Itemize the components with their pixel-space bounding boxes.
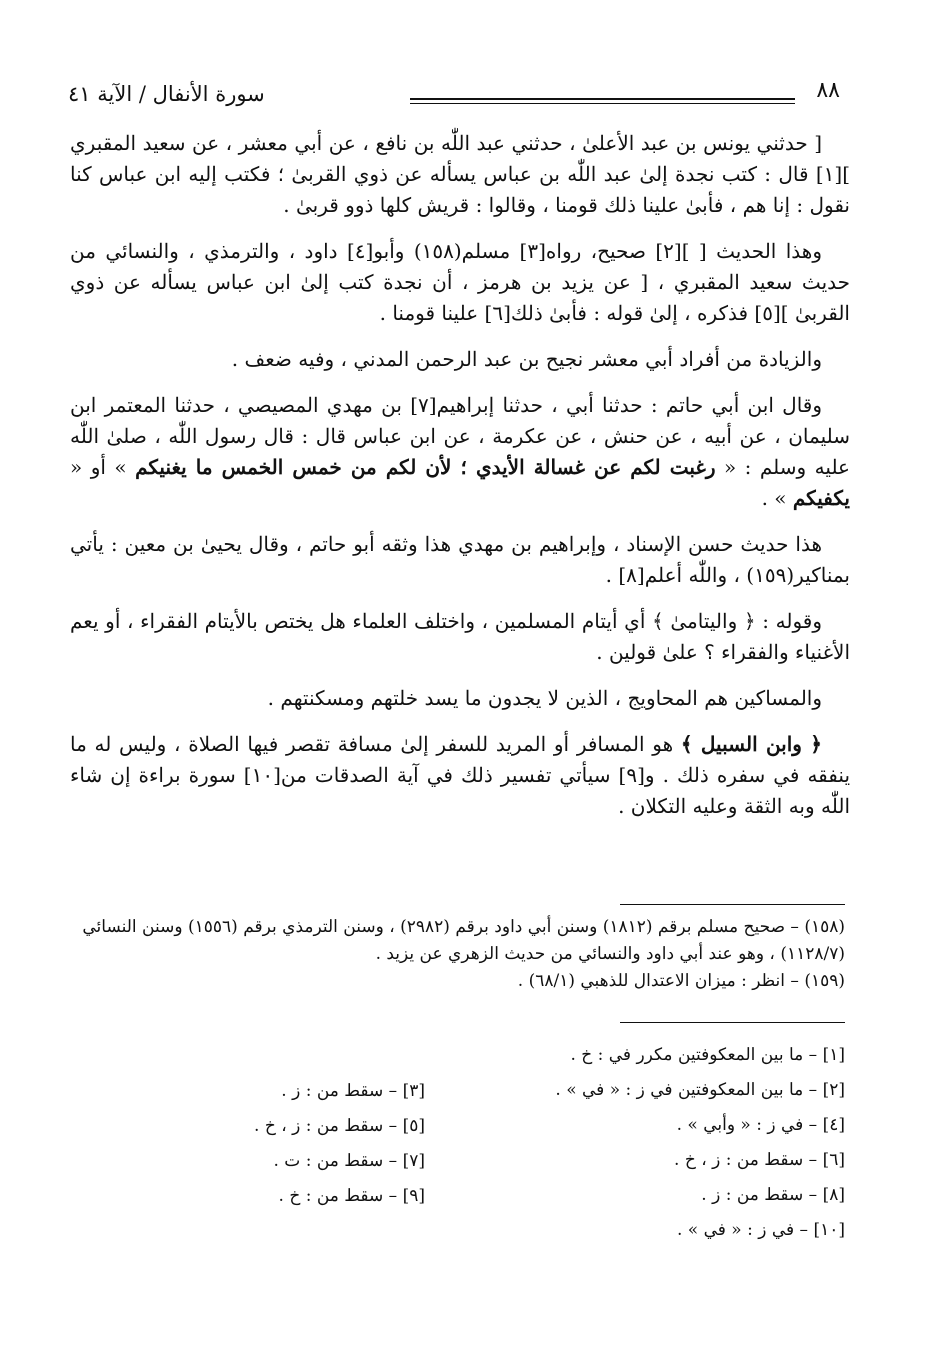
variant-note: [٤] – في ز : « وأبي » . [676,1115,845,1135]
variant-note: [٨] – سقط من : ز . [701,1185,845,1205]
paragraph-orphans: وقوله : ﴿ واليتامىٰ ﴾ أي أيتام المسلمين ، واختلف العلماء هل يختص بالأيتام الفقراء ، أو يعم الأغنياء والفقراء ؟ علىٰ قولين . [70,609,850,664]
variant-note: [٣] – سقط من : ز . [281,1081,425,1101]
paragraph-wayfarer [70,729,850,822]
paragraph-isnad: [ حدثني يونس بن عبد الأعلىٰ ، حدثني عبد اللّٰه بن نافع ، عن أبي معشر ، عن سعيد المقبري ][١] قال : كتب نجدة إلىٰ عبد اللّٰه بن عباس يسأله عن ذوي القربىٰ ؛ فكتب إليه ابن عباس كنا نقول : إنا هم ، فأبىٰ علينا ذلك قومنا ، وقالوا : قريش كلها ذوو قربىٰ . [70,131,851,217]
paragraph-hadith-grading: وهذا الحديث [ ][٢] صحيح، رواه[٣] مسلم(١٥٨) وأبو[٤] داود ، والترمذي ، والنسائي من حديث سعيد المقبري ، [ عن يزيد بن هرمز ، أن نجدة كتب إلىٰ ابن عباس يسأله عن ذوي القربىٰ ][٥] فذكره ، إلىٰ قوله : فأبىٰ ذلك[٦] علينا قومنا . [70,239,850,325]
variant-note: [٦] – سقط من : ز ، خ . [674,1150,845,1170]
hadith-quote-variant: يكفيكم [792,486,850,510]
quote-close: » . [761,486,793,510]
footnote-rule [620,904,845,905]
quote-open: « [715,455,737,479]
page-number: ٨٨ [816,78,840,103]
header-rule [410,98,795,100]
hadith-intro: وقال ابن أبي حاتم : حدثنا أبي ، حدثنا إبراهيم[٧] بن مهدي المصيصي ، حدثنا المعتمر ابن سليمان ، عن أبيه ، عن حنش ، عن عكرمة ، عن ابن عباس قال : قال رسول اللّٰه ، صلىٰ اللّٰه عليه وسلم : [70,393,850,479]
variants-column-left [105,1074,425,1214]
footnote-159: (١٥٩) – انظر : ميزان الاعتدال للذهبي (٦٨/١) . [517,971,845,991]
variant-note: [١] – ما بين المعكوفتين مكرر في : خ . [570,1045,845,1065]
variant-note: [٩] – سقط من : خ . [278,1186,425,1206]
quote-mid: » أو « [70,455,136,479]
wayfarer-term: ﴿ وابن السبيل ﴾ [680,732,822,756]
variant-note: [٥] – سقط من : ز ، خ . [254,1116,425,1136]
wayfarer-text: هو المسافر أو المريد للسفر إلىٰ مسافة تقصر فيها الصلاة ، وليس له ما ينفقه في سفره ذلك . و[٩] سيأتي تفسير ذلك في آية الصدقات من[١٠] سورة براءة إن شاء اللّٰه وبه الثقة وعليه التكلان . [70,732,851,818]
page-header [60,78,860,118]
variant-note: [٢] – ما بين المعكوفتين في ز : « في » . [555,1080,845,1100]
header-rule-thin [410,103,795,104]
hadith-quote: رغبت لكم عن غسالة الأيدي ؛ لأن لكم من خمس الخمس ما يغنيكم [135,455,716,479]
main-text [70,128,850,837]
variants-rule [620,1022,845,1023]
variant-note: [١٠] – في ز : « في » . [676,1220,845,1240]
variants-column-right [525,1038,845,1248]
paragraph-ibn-abi-hatim [70,390,850,514]
paragraph-addition: والزيادة من أفراد أبي معشر نجيح بن عبد الرحمن المدني ، وفيه ضعف . [231,347,822,371]
paragraph-isnad-grading: هذا حديث حسن الإسناد ، وإبراهيم بن مهدي هذا وثقه أبو حاتم ، وقال يحيىٰ بن معين : يأتي بمناكير(١٥٩) ، واللّٰه أعلم[٨] . [70,532,850,587]
variant-note: [٧] – سقط من : ت . [273,1151,425,1171]
paragraph-needy: والمساكين هم المحاويج ، الذين لا يجدون ما يسد خلتهم ومسكنتهم . [267,686,822,710]
footnotes [80,914,845,995]
surah-title: سورة الأنفال / الآية ٤١ [68,82,265,106]
footnote-158: (١٥٨) – صحيح مسلم برقم (١٨١٢) وسنن أبي داود برقم (٢٩٨٢) ، وسنن الترمذي برقم (١٥٥٦) وسنن النسائي (١١٢٨/٧) ، وهو عند أبي داود والنسائي من حديث الزهري عن يزيد . [82,917,845,964]
